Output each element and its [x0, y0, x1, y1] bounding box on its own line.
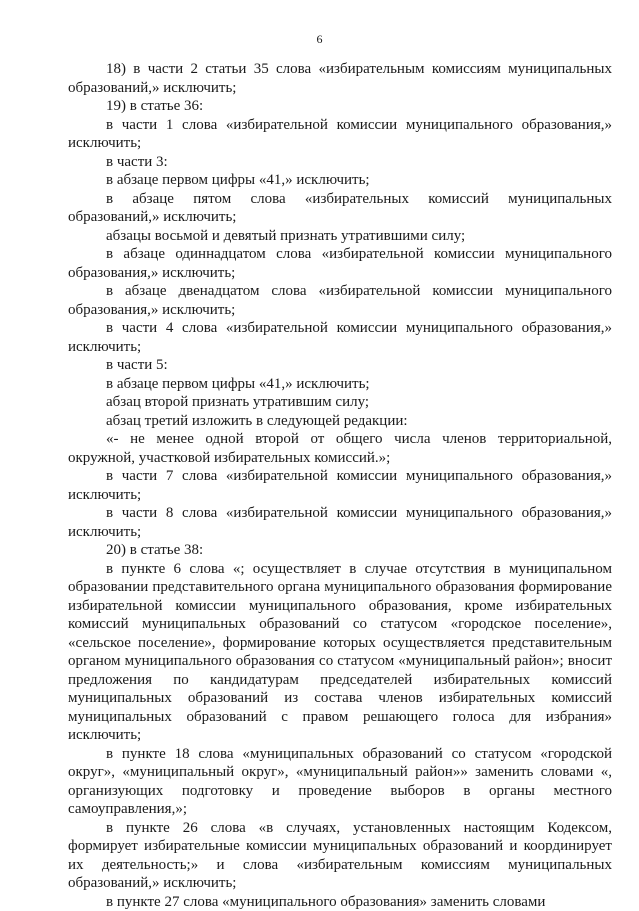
paragraph: в пункте 26 слова «в случаях, установленных настоящим Кодексом, формирует избирательные комиссии муниципальных образований и координирует их деятельность;» и слова «избирательным комиссиям муниципальных образований,» исключить; — [68, 819, 612, 893]
paragraph: в части 8 слова «избирательной комиссии муниципального образования,» исключить; — [68, 504, 612, 541]
paragraph: в части 4 слова «избирательной комиссии муниципального образования,» исключить; — [68, 319, 612, 356]
document-body — [68, 60, 612, 911]
page-number: 6 — [0, 32, 639, 47]
paragraph: в пункте 27 слова «муниципального образования» заменить словами — [68, 893, 612, 911]
paragraph: 20) в статье 38: — [68, 541, 612, 560]
paragraph: в пункте 18 слова «муниципальных образований со статусом «городской округ», «муниципальный округ», «муниципальный район»» заменить словами «, организующих подготовку и проведение выборов в органы местного самоуправления,»; — [68, 745, 612, 819]
paragraph: абзацы восьмой и девятый признать утратившими силу; — [68, 227, 612, 246]
paragraph: в пункте 6 слова «; осуществляет в случае отсутствия в муниципальном образовании представительного органа муниципального образования формирование избирательной комиссии муниципального образования, кроме избирательных комиссий муниципальных образований со статусом «городское поселение», «сельское поселение», формирование которых осуществляется представительным органом муниципального образования со статусом «муниципальный район»; вносит предложения по кандидатурам председателей избирательных комиссий муниципальных образований из состава членов избирательных комиссий муниципальных образований с правом решающего голоса для избрания» исключить; — [68, 560, 612, 745]
paragraph: 19) в статье 36: — [68, 97, 612, 116]
paragraph: абзац второй признать утратившим силу; — [68, 393, 612, 412]
paragraph: в абзаце первом цифры «41,» исключить; — [68, 171, 612, 190]
paragraph: в абзаце первом цифры «41,» исключить; — [68, 375, 612, 394]
paragraph: в абзаце пятом слова «избирательных комиссий муниципальных образований,» исключить; — [68, 190, 612, 227]
paragraph: «- не менее одной второй от общего числа членов территориальной, окружной, участковой избирательных комиссий.»; — [68, 430, 612, 467]
paragraph: в части 3: — [68, 153, 612, 172]
paragraph: в части 1 слова «избирательной комиссии муниципального образования,» исключить; — [68, 116, 612, 153]
paragraph: в части 5: — [68, 356, 612, 375]
paragraph: в абзаце одиннадцатом слова «избирательной комиссии муниципального образования,» исключить; — [68, 245, 612, 282]
paragraph: в части 7 слова «избирательной комиссии муниципального образования,» исключить; — [68, 467, 612, 504]
paragraph: в абзаце двенадцатом слова «избирательной комиссии муниципального образования,» исключить; — [68, 282, 612, 319]
paragraph: 18) в части 2 статьи 35 слова «избирательным комиссиям муниципальных образований,» исключить; — [68, 60, 612, 97]
paragraph: абзац третий изложить в следующей редакции: — [68, 412, 612, 431]
